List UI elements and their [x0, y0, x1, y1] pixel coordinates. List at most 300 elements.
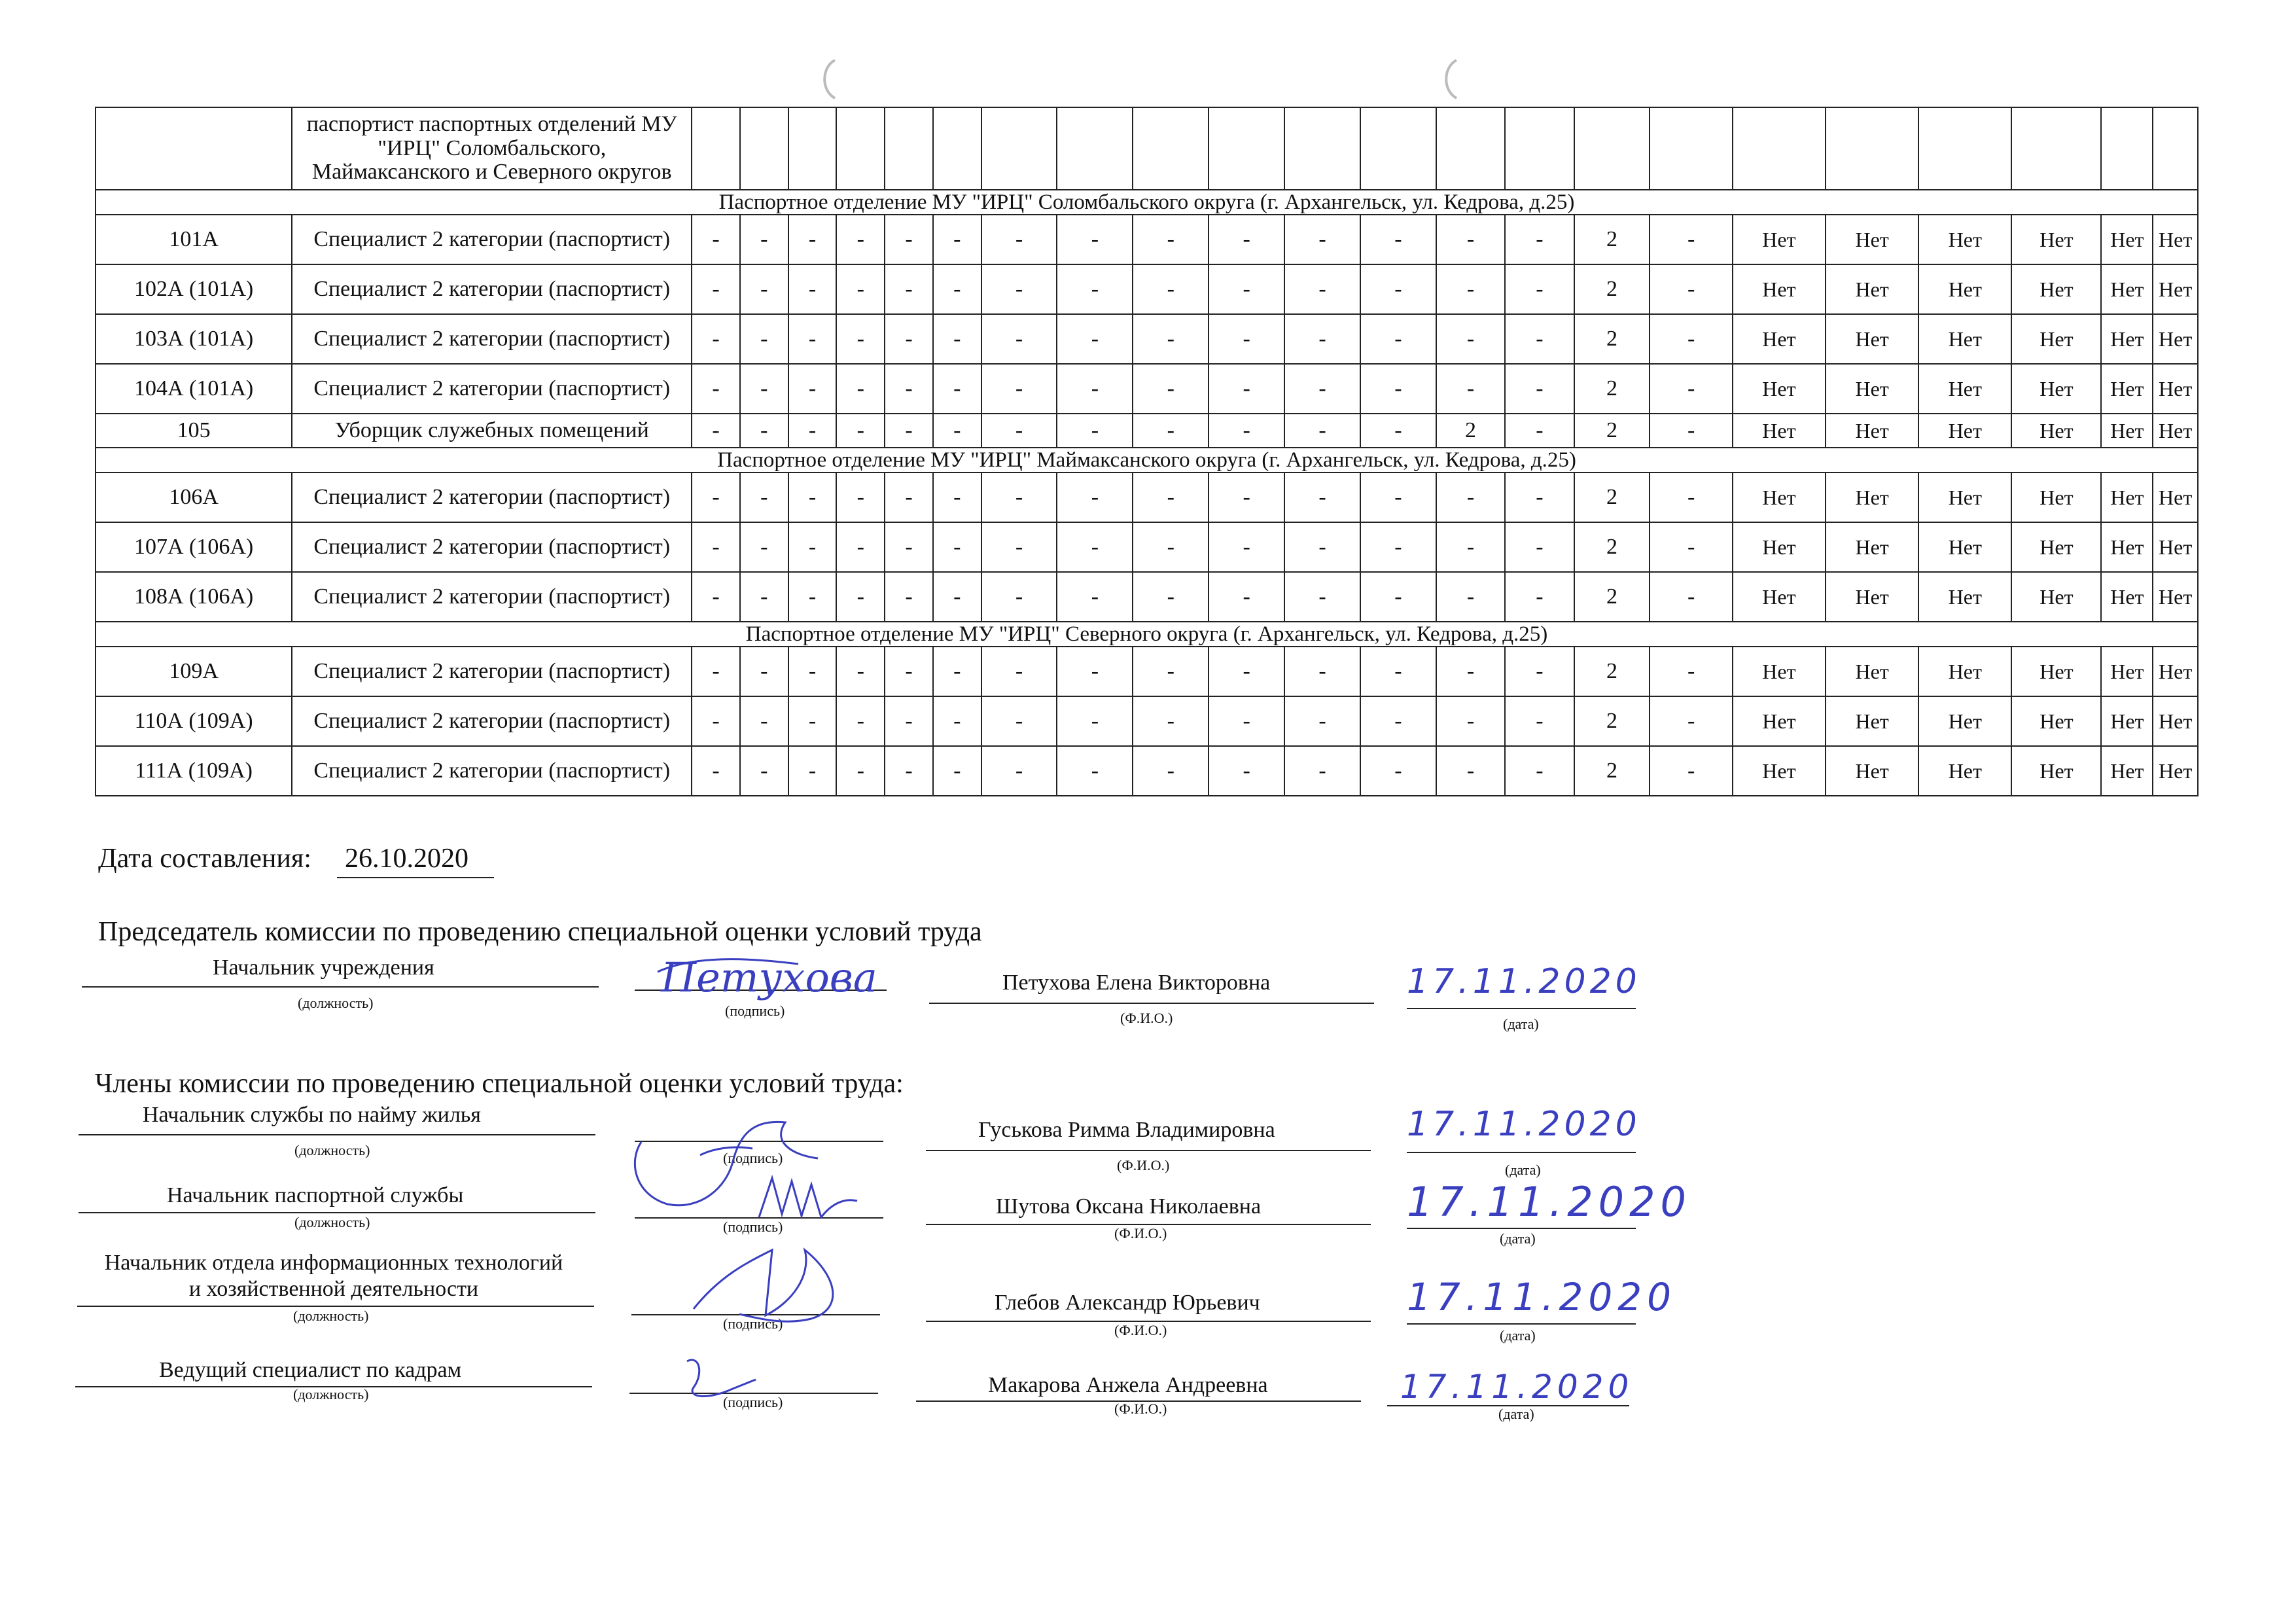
grade-cell: -: [885, 746, 933, 796]
member-position-line: [77, 1306, 594, 1307]
grade-cell: -: [1057, 215, 1133, 264]
grade-cell: -: [1436, 314, 1505, 364]
grade-cell: -: [1057, 264, 1133, 314]
grade-cell: -: [885, 572, 933, 622]
grade-cell: -: [1505, 314, 1574, 364]
grade-cell: -: [1505, 746, 1574, 796]
grade-cell: -: [1284, 473, 1360, 522]
flag-cell: Нет: [2153, 572, 2198, 622]
position-cell: Специалист 2 категории (паспортист): [292, 264, 692, 314]
flag-cell: Нет: [1826, 746, 1918, 796]
member-signature-caption: (подпись): [723, 1394, 783, 1410]
empty-cell: [1505, 107, 1574, 190]
grade-cell: -: [788, 746, 837, 796]
flag-cell: Нет: [1733, 264, 1826, 314]
id-cell: 107А (106А): [96, 522, 292, 572]
grade-cell: -: [933, 314, 981, 364]
flag-cell: Нет: [1918, 364, 2011, 414]
grade-cell: -: [1133, 215, 1209, 264]
member-date: 17.11.2020: [1407, 1275, 1677, 1319]
results-table: [95, 107, 2199, 796]
member-date-caption: (дата): [1498, 1406, 1534, 1422]
flag-cell: Нет: [1918, 696, 2011, 746]
flag-cell: Нет: [2011, 264, 2101, 314]
grade-cell: -: [836, 215, 885, 264]
grade-cell: -: [788, 264, 837, 314]
member-signature: [667, 1348, 798, 1407]
section-row: [96, 622, 2198, 647]
chair-position-caption: (должность): [298, 995, 374, 1011]
grade-cell: -: [1650, 314, 1732, 364]
flag-cell: Нет: [2101, 215, 2153, 264]
table-row: [96, 414, 2198, 448]
grade-cell: -: [1650, 746, 1732, 796]
grade-cell: -: [1284, 264, 1360, 314]
grade-cell: -: [981, 314, 1057, 364]
grade-cell: -: [1133, 314, 1209, 364]
empty-cell: [1133, 107, 1209, 190]
member-position-caption: (должность): [294, 1142, 370, 1158]
grade-cell: 2: [1574, 572, 1650, 622]
position-cell: Специалист 2 категории (паспортист): [292, 572, 692, 622]
grade-cell: -: [981, 215, 1057, 264]
flag-cell: Нет: [2011, 314, 2101, 364]
grade-cell: -: [1436, 696, 1505, 746]
grade-cell: -: [1209, 314, 1284, 364]
table-row: [96, 264, 2198, 314]
empty-cell: [1918, 107, 2011, 190]
member-date-caption: (дата): [1500, 1230, 1536, 1247]
section-row: [96, 190, 2198, 215]
grade-cell: -: [1057, 414, 1133, 448]
grade-cell: -: [788, 572, 837, 622]
flag-cell: Нет: [1826, 473, 1918, 522]
member-date-line: [1407, 1323, 1636, 1325]
member-position: Начальник паспортной службы: [167, 1183, 464, 1207]
empty-cell: [740, 107, 788, 190]
grade-cell: -: [1133, 696, 1209, 746]
empty-cell: [788, 107, 837, 190]
member-date-caption: (дата): [1505, 1162, 1541, 1178]
id-cell: 110А (109А): [96, 696, 292, 746]
member-name: Макарова Анжела Андреевна: [988, 1373, 1268, 1397]
grade-cell: 2: [1574, 522, 1650, 572]
grade-cell: -: [1284, 696, 1360, 746]
member-date-line: [1407, 1228, 1636, 1229]
grade-cell: -: [1057, 522, 1133, 572]
chair-heading: Председатель комиссии по проведению специальной оценки условий труда: [98, 917, 982, 947]
position-cell: Специалист 2 категории (паспортист): [292, 647, 692, 696]
grade-cell: -: [1650, 696, 1732, 746]
flag-cell: Нет: [1826, 414, 1918, 448]
flag-cell: Нет: [1826, 696, 1918, 746]
grade-cell: -: [1505, 264, 1574, 314]
grade-cell: -: [1505, 215, 1574, 264]
flag-cell: Нет: [2101, 746, 2153, 796]
grade-cell: -: [1209, 572, 1284, 622]
flag-cell: Нет: [1918, 473, 2011, 522]
grade-cell: -: [1284, 746, 1360, 796]
grade-cell: -: [1505, 473, 1574, 522]
grade-cell: -: [933, 215, 981, 264]
grade-cell: -: [1650, 647, 1732, 696]
grade-cell: -: [1436, 364, 1505, 414]
flag-cell: Нет: [1918, 414, 2011, 448]
grade-cell: -: [692, 364, 740, 414]
flag-cell: Нет: [2011, 647, 2101, 696]
flag-cell: Нет: [2153, 414, 2198, 448]
grade-cell: -: [981, 414, 1057, 448]
chair-name: Петухова Елена Викторовна: [1002, 971, 1271, 995]
grade-cell: -: [740, 473, 788, 522]
empty-cell: [933, 107, 981, 190]
grade-cell: -: [981, 364, 1057, 414]
grade-cell: -: [836, 414, 885, 448]
flag-cell: Нет: [1733, 314, 1826, 364]
grade-cell: -: [1360, 473, 1436, 522]
flag-cell: Нет: [2101, 264, 2153, 314]
grade-cell: -: [1133, 264, 1209, 314]
flag-cell: Нет: [2153, 522, 2198, 572]
member-position-caption: (должность): [294, 1214, 370, 1230]
grade-cell: -: [933, 414, 981, 448]
grade-cell: -: [933, 746, 981, 796]
grade-cell: -: [933, 264, 981, 314]
flag-cell: Нет: [1826, 364, 1918, 414]
grade-cell: -: [1209, 264, 1284, 314]
grade-cell: -: [1436, 522, 1505, 572]
flag-cell: Нет: [1733, 414, 1826, 448]
grade-cell: -: [885, 473, 933, 522]
member-signature: [752, 1165, 864, 1224]
grade-cell: -: [1650, 522, 1732, 572]
table-row: [96, 473, 2198, 522]
grade-cell: -: [740, 746, 788, 796]
table-row: [96, 215, 2198, 264]
grade-cell: -: [1133, 522, 1209, 572]
section-title: Паспортное отделение МУ "ИРЦ" Северного округа (г. Архангельск, ул. Кедрова, д.25): [96, 622, 2198, 647]
grade-cell: -: [1284, 572, 1360, 622]
grade-cell: -: [1209, 473, 1284, 522]
flag-cell: Нет: [1826, 522, 1918, 572]
grade-cell: -: [1505, 572, 1574, 622]
grade-cell: -: [1209, 647, 1284, 696]
empty-cell: [1360, 107, 1436, 190]
members-heading: Члены комиссии по проведению специальной оценки условий труда:: [95, 1069, 904, 1099]
grade-cell: -: [1284, 522, 1360, 572]
section-title: Паспортное отделение МУ "ИРЦ" Соломбальского округа (г. Архангельск, ул. Кедрова, д.25): [96, 190, 2198, 215]
grade-cell: -: [836, 364, 885, 414]
grade-cell: 2: [1574, 647, 1650, 696]
id-cell: 102А (101А): [96, 264, 292, 314]
flag-cell: Нет: [1918, 314, 2011, 364]
table-row: [96, 572, 2198, 622]
grade-cell: -: [1057, 314, 1133, 364]
grade-cell: -: [1505, 696, 1574, 746]
grade-cell: -: [692, 264, 740, 314]
grade-cell: -: [740, 522, 788, 572]
grade-cell: -: [740, 364, 788, 414]
grade-cell: -: [1650, 215, 1732, 264]
grade-cell: -: [740, 314, 788, 364]
flag-cell: Нет: [2101, 473, 2153, 522]
grade-cell: -: [1209, 522, 1284, 572]
flag-cell: Нет: [2101, 364, 2153, 414]
grade-cell: -: [885, 314, 933, 364]
grade-cell: 2: [1436, 414, 1505, 448]
flag-cell: Нет: [2101, 696, 2153, 746]
member-signature-caption: (подпись): [723, 1150, 783, 1166]
member-name-line: [926, 1150, 1371, 1151]
chair-name-caption: (Ф.И.О.): [1120, 1010, 1173, 1026]
grade-cell: -: [1284, 414, 1360, 448]
punch-hole-right: [1439, 58, 1459, 101]
flag-cell: Нет: [1826, 215, 1918, 264]
grade-cell: -: [1133, 473, 1209, 522]
table-row: [96, 647, 2198, 696]
grade-cell: 2: [1574, 473, 1650, 522]
grade-cell: -: [788, 473, 837, 522]
flag-cell: Нет: [1826, 647, 1918, 696]
chair-date: 17.11.2020: [1407, 962, 1641, 1001]
grade-cell: 2: [1574, 414, 1650, 448]
grade-cell: -: [1209, 215, 1284, 264]
chair-position: Начальник учреждения: [213, 955, 434, 980]
flag-cell: Нет: [2153, 364, 2198, 414]
grade-cell: -: [1360, 364, 1436, 414]
member-name: Шутова Оксана Николаевна: [996, 1194, 1262, 1219]
grade-cell: -: [692, 215, 740, 264]
section-row: [96, 448, 2198, 473]
flag-cell: Нет: [2153, 746, 2198, 796]
grade-cell: -: [692, 522, 740, 572]
grade-cell: -: [1284, 364, 1360, 414]
table-row: [96, 364, 2198, 414]
grade-cell: -: [740, 414, 788, 448]
grade-cell: -: [740, 215, 788, 264]
empty-cell: [1733, 107, 1826, 190]
grade-cell: -: [1057, 696, 1133, 746]
id-cell: 108А (106А): [96, 572, 292, 622]
grade-cell: -: [1436, 746, 1505, 796]
grade-cell: -: [740, 647, 788, 696]
table-row: [96, 522, 2198, 572]
member-position: Ведущий специалист по кадрам: [159, 1358, 462, 1382]
empty-cell: [2101, 107, 2153, 190]
grade-cell: -: [1360, 414, 1436, 448]
grade-cell: -: [1209, 696, 1284, 746]
grade-cell: -: [836, 647, 885, 696]
grade-cell: 2: [1574, 264, 1650, 314]
grade-cell: -: [788, 696, 837, 746]
grade-cell: -: [885, 522, 933, 572]
member-signature: [680, 1237, 857, 1329]
flag-cell: Нет: [1918, 522, 2011, 572]
empty-cell: [1284, 107, 1360, 190]
member-position-line: [79, 1134, 595, 1135]
grade-cell: -: [981, 473, 1057, 522]
member-signature-caption: (подпись): [723, 1219, 783, 1235]
grade-cell: -: [836, 572, 885, 622]
grade-cell: -: [1360, 314, 1436, 364]
grade-cell: -: [692, 473, 740, 522]
position-cell: Специалист 2 категории (паспортист): [292, 215, 692, 264]
position-cell: Уборщик служебных помещений: [292, 414, 692, 448]
member-name: Гуськова Римма Владимировна: [978, 1118, 1275, 1142]
grade-cell: -: [1650, 473, 1732, 522]
grade-cell: -: [1057, 572, 1133, 622]
grade-cell: -: [1650, 414, 1732, 448]
flag-cell: Нет: [1918, 264, 2011, 314]
compile-date-underline: [337, 877, 494, 878]
flag-cell: Нет: [2011, 746, 2101, 796]
grade-cell: -: [1436, 572, 1505, 622]
flag-cell: Нет: [1918, 647, 2011, 696]
grade-cell: -: [981, 696, 1057, 746]
grade-cell: 2: [1574, 696, 1650, 746]
grade-cell: -: [1057, 746, 1133, 796]
position-cell: Специалист 2 категории (паспортист): [292, 746, 692, 796]
chair-name-line: [929, 1003, 1374, 1004]
grade-cell: -: [1650, 264, 1732, 314]
grade-cell: -: [1505, 522, 1574, 572]
grade-cell: -: [836, 314, 885, 364]
grade-cell: -: [836, 522, 885, 572]
flag-cell: Нет: [2011, 364, 2101, 414]
grade-cell: -: [1360, 264, 1436, 314]
grade-cell: -: [740, 572, 788, 622]
grade-cell: -: [1284, 215, 1360, 264]
flag-cell: Нет: [1826, 264, 1918, 314]
member-date: 17.11.2020: [1400, 1368, 1634, 1406]
flag-cell: Нет: [1733, 696, 1826, 746]
grade-cell: -: [1436, 264, 1505, 314]
empty-cell: [1574, 107, 1650, 190]
grade-cell: -: [788, 215, 837, 264]
grade-cell: -: [933, 647, 981, 696]
id-cell: 111А (109А): [96, 746, 292, 796]
grade-cell: -: [1360, 647, 1436, 696]
compile-date-label: Дата составления:: [98, 844, 311, 874]
grade-cell: 2: [1574, 364, 1650, 414]
grade-cell: -: [885, 696, 933, 746]
grade-cell: -: [981, 647, 1057, 696]
grade-cell: -: [933, 473, 981, 522]
grade-cell: -: [1436, 647, 1505, 696]
grade-cell: -: [1284, 314, 1360, 364]
position-cell: Специалист 2 категории (паспортист): [292, 473, 692, 522]
position-cell: Специалист 2 категории (паспортист): [292, 314, 692, 364]
id-cell: 109А: [96, 647, 292, 696]
flag-cell: Нет: [1918, 746, 2011, 796]
grade-cell: -: [933, 696, 981, 746]
member-date-line: [1407, 1152, 1636, 1153]
flag-cell: Нет: [2101, 572, 2153, 622]
grade-cell: -: [692, 314, 740, 364]
position-cell: Специалист 2 категории (паспортист): [292, 522, 692, 572]
empty-cell: [981, 107, 1057, 190]
table-row: [96, 696, 2198, 746]
flag-cell: Нет: [2153, 264, 2198, 314]
flag-cell: Нет: [2101, 647, 2153, 696]
empty-cell: [692, 107, 740, 190]
member-name-caption: (Ф.И.О.): [1114, 1400, 1167, 1417]
grade-cell: -: [933, 522, 981, 572]
flag-cell: Нет: [2011, 215, 2101, 264]
flag-cell: Нет: [1733, 473, 1826, 522]
member-name-caption: (Ф.И.О.): [1117, 1157, 1170, 1173]
flag-cell: Нет: [2011, 696, 2101, 746]
member-position: Начальник отдела информационных технологий и хозяйственной деятельности: [104, 1251, 563, 1301]
grade-cell: -: [1360, 215, 1436, 264]
flag-cell: Нет: [1918, 572, 2011, 622]
grade-cell: -: [788, 647, 837, 696]
grade-cell: -: [1360, 696, 1436, 746]
grade-cell: -: [1133, 746, 1209, 796]
grade-cell: -: [1057, 473, 1133, 522]
member-position: Начальник службы по найму жилья: [143, 1103, 481, 1127]
compile-date-value: 26.10.2020: [345, 844, 468, 874]
grade-cell: 2: [1574, 314, 1650, 364]
member-name: Глебов Александр Юрьевич: [995, 1291, 1260, 1315]
grade-cell: -: [692, 572, 740, 622]
empty-cell: [1436, 107, 1505, 190]
grade-cell: -: [836, 264, 885, 314]
grade-cell: -: [1436, 473, 1505, 522]
flag-cell: Нет: [2101, 414, 2153, 448]
grade-cell: -: [981, 522, 1057, 572]
id-cell: 105: [96, 414, 292, 448]
chair-date-line: [1407, 1008, 1636, 1009]
member-date: 17.11.2020: [1407, 1178, 1691, 1226]
grade-cell: -: [836, 746, 885, 796]
grade-cell: -: [692, 414, 740, 448]
grade-cell: -: [1209, 746, 1284, 796]
grade-cell: -: [692, 647, 740, 696]
flag-cell: Нет: [2101, 314, 2153, 364]
flag-cell: Нет: [1733, 746, 1826, 796]
grade-cell: -: [933, 364, 981, 414]
flag-cell: Нет: [1733, 647, 1826, 696]
section-title: Паспортное отделение МУ "ИРЦ" Маймаксанского округа (г. Архангельск, ул. Кедрова, д.25): [96, 448, 2198, 473]
grade-cell: -: [788, 314, 837, 364]
chair-signature-text: Петухова: [661, 954, 877, 1001]
flag-cell: Нет: [1733, 364, 1826, 414]
table-row: [96, 107, 2198, 190]
empty-cell: [1826, 107, 1918, 190]
grade-cell: -: [1436, 215, 1505, 264]
grade-cell: -: [981, 264, 1057, 314]
member-position-line: [79, 1212, 595, 1213]
member-date-caption: (дата): [1500, 1327, 1536, 1344]
grade-cell: -: [1505, 364, 1574, 414]
id-cell: 103А (101А): [96, 314, 292, 364]
grade-cell: -: [740, 696, 788, 746]
grade-cell: -: [1133, 364, 1209, 414]
position-cell: Специалист 2 категории (паспортист): [292, 364, 692, 414]
flag-cell: Нет: [2153, 647, 2198, 696]
grade-cell: -: [788, 414, 837, 448]
chair-signature: [654, 952, 877, 1008]
flag-cell: Нет: [2011, 572, 2101, 622]
position-cell: Специалист 2 категории (паспортист): [292, 696, 692, 746]
table-row: [96, 314, 2198, 364]
id-cell: 106А: [96, 473, 292, 522]
id-cell: 101А: [96, 215, 292, 264]
empty-cell: [836, 107, 885, 190]
flag-cell: Нет: [2153, 215, 2198, 264]
grade-cell: -: [836, 473, 885, 522]
